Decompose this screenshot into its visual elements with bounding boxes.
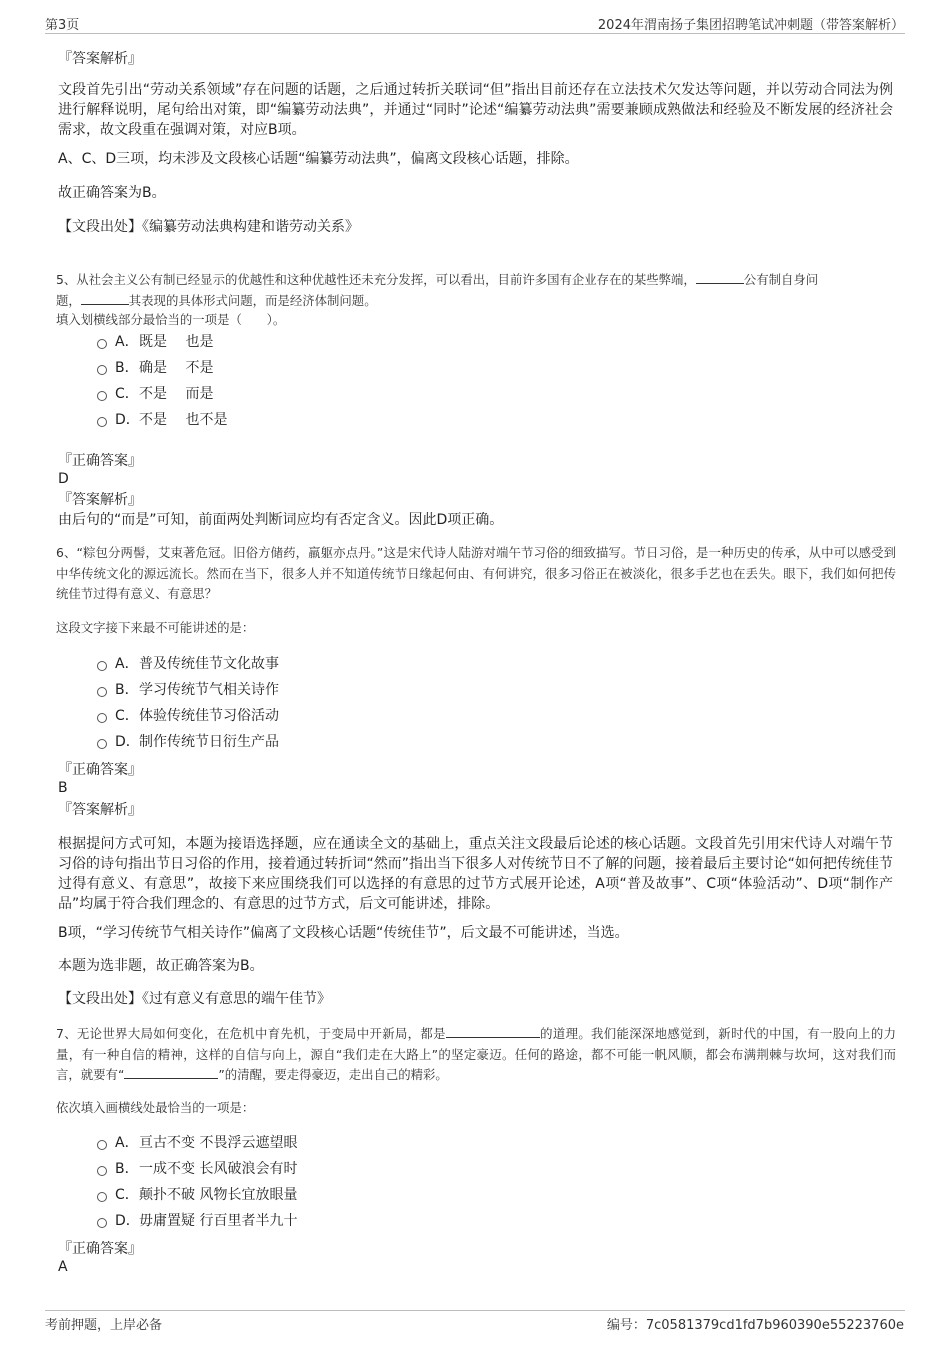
q7-blank-1 [446,1024,540,1038]
q7-answer-label: 『正确答案』 [58,1241,142,1257]
q5-analysis: 由后句的“而是”可知，前面两处判断词应均有否定含义。因此D项正确。 [58,512,504,528]
q6-answer: B [58,780,68,796]
q5-option-c[interactable]: C． 不是 而是 [97,382,213,404]
q7-prompt: 依次填入画横线处最恰当的一项是： [56,1100,255,1115]
q6-prompt: 这段文字接下来最不可能讲述的是： [56,620,255,635]
page-number: 第3页 [45,18,80,33]
q5-option-d[interactable]: D． 不是 也不是 [97,408,227,430]
q7-stem-part-a: 7、无论世界大局如何变化，在危机中育先机，于变局中开新局，都是 [56,1026,446,1041]
q5-prompt: 填入划横线部分最恰当的一项是（ ）。 [56,312,286,327]
q5-blank-2 [81,291,129,305]
radio-icon[interactable] [97,365,107,375]
radio-icon[interactable] [97,687,107,697]
radio-icon[interactable] [97,391,107,401]
q6-analysis-paragraph-1: 根据提问方式可知，本题为接语选择题，应在通读全文的基础上，重点关注文段最后论述的核心话题。文段首先引用宋代诗人对端午节习俗的诗句指出节日习俗的作用，接着通过转折词“然而”指出当下很多人对传统节日不了解的问题，接着最后主要讨论“如何把传统佳节过得有意义、有意思”，故接下来应围绕我们可以选择的有意思的过节方式展开论述，A项“普及故事”、C项“体验活动”、D项“制作产品”均属于符合我们理念的、有意思的过节方式，后文可能讲述，排除。 [58,836,893,912]
q6-source: 【文段出处】《过有意义有意思的端午佳节》 [58,991,331,1007]
document-title: 2024年渭南扬子集团招聘笔试冲刺题（带答案解析） [597,18,904,33]
q7-option-c[interactable]: C． 颠扑不破 风物长宜放眼量 [97,1183,297,1205]
q5-analysis-label: 『答案解析』 [58,492,142,508]
q6-option-a[interactable]: A． 普及传统佳节文化故事 [97,652,279,674]
q6-answer-label: 『正确答案』 [58,762,142,778]
footer-divider [45,1310,905,1311]
q5-stem-part-a: 5、从社会主义公有制已经显示的优越性和这种优越性还未充分发挥，可以看出，目前许多国有企业存在的某些弊端， [56,272,696,287]
q5-option-a[interactable]: A． 既是 也是 [97,330,213,352]
radio-icon[interactable] [97,339,107,349]
footer-slogan: 考前押题，上岸必备 [45,1318,163,1333]
q7-option-b[interactable]: B． 一成不变 长风破浪会有时 [97,1157,297,1179]
document-id: 编号：7c0581379cd1fd7b960390e55223760e [606,1318,904,1333]
radio-icon[interactable] [97,1218,107,1228]
radio-icon[interactable] [97,417,107,427]
q5-blank-1 [696,270,744,284]
q6-option-b[interactable]: B． 学习传统节气相关诗作 [97,678,279,700]
q4-analysis-paragraph-3: 故正确答案为B。 [58,185,166,201]
q5-option-b[interactable]: B． 确是 不是 [97,356,213,378]
q4-analysis-paragraph-2: A、C、D三项，均未涉及文段核心话题“编纂劳动法典”，偏离文段核心话题，排除。 [58,151,579,167]
q7-option-d[interactable]: D． 毋庸置疑 行百里者半九十 [97,1209,297,1231]
q5-answer-label: 『正确答案』 [58,453,142,469]
q6-analysis-label: 『答案解析』 [58,802,142,818]
q5-answer: D [58,471,69,487]
radio-icon[interactable] [97,1192,107,1202]
q4-analysis-paragraph-1: 文段首先引出“劳动关系领域”存在问题的话题，之后通过转折关联词“但”指出目前还存在立法技术欠发达等问题，并以劳动合同法为例进行解释说明，尾句给出对策，即“编纂劳动法典”，并通过“同时”论述“编纂劳动法典”需要兼顾成熟做法和经验及不断发展的经济社会需求，故文段重在强调对策，对应B项。 [58,82,893,138]
q6-option-c[interactable]: C． 体验传统佳节习俗活动 [97,704,279,726]
radio-icon[interactable] [97,739,107,749]
radio-icon[interactable] [97,1140,107,1150]
radio-icon[interactable] [97,661,107,671]
q5-stem-part-c: 题， [56,292,81,308]
q7-stem-part-c: ”的清醒，要走得豪迈，走出自己的精彩。 [218,1067,448,1082]
q7-answer: A [58,1259,68,1275]
q4-analysis-label: 『答案解析』 [58,51,142,67]
q6-analysis-paragraph-2: B项，“学习传统节气相关诗作”偏离了文段核心话题“传统佳节”，后文最不可能讲述，当选。 [58,925,629,941]
q7-blank-2 [124,1065,218,1079]
q5-stem [56,270,896,311]
q5-stem-part-d: 其表现的具体形式问题，而是经济体制问题。 [128,292,377,308]
q5-stem-part-b: 公有制自身问 [743,272,819,287]
q4-source: 【文段出处】《编纂劳动法典构建和谐劳动关系》 [58,219,359,235]
radio-icon[interactable] [97,713,107,723]
radio-icon[interactable] [97,1166,107,1176]
q7-stem-part-b: 的道理。我们能深深地感觉到，新时代的中国，有一股向上的力量，有一种自信的精神，这样的自信与向上，源自“我们走在大路上”的坚定豪迈。任何的路途，都不可能一帆风顺，都会布满荆棘与坎坷，这对我们而言，就要有“ [56,1026,896,1082]
q6-option-d[interactable]: D． 制作传统节日衍生产品 [97,730,279,752]
header-divider [45,33,905,34]
q6-analysis-paragraph-3: 本题为选非题，故正确答案为B。 [58,958,264,974]
q7-option-a[interactable]: A． 亘古不变 不畏浮云遮望眼 [97,1131,297,1153]
q7-stem [56,1024,896,1086]
q6-stem: 6、“粽包分两髻，艾束著危冠。旧俗方储药，羸躯亦点丹。”这是宋代诗人陆游对端午节习俗的细致描写。节日习俗，是一种历史的传承，从中可以感受到中华传统文化的源远流长。然而在当下，很多人并不知道传统节日缘起何由、有何讲究，很多习俗正在被淡化，很多手艺也在丢失。眼下，我们如何把传统佳节过得有意义、有意思？ [56,545,896,601]
